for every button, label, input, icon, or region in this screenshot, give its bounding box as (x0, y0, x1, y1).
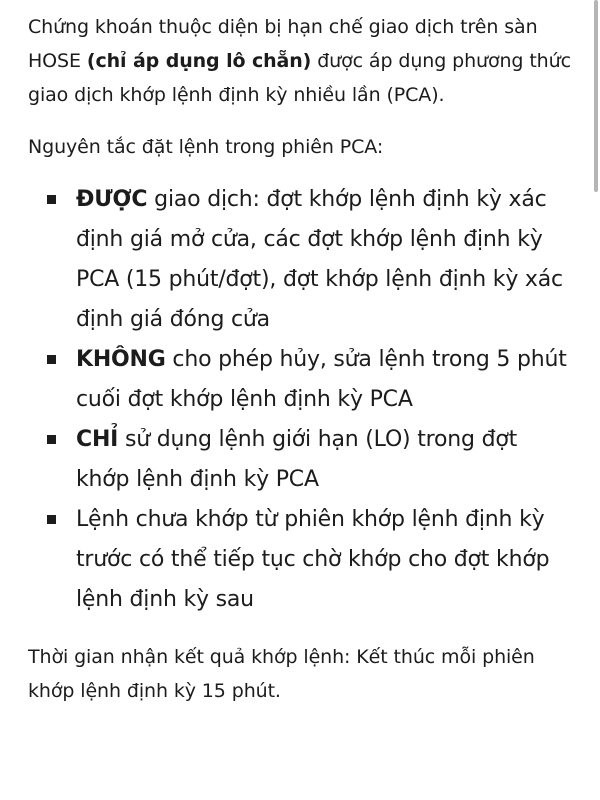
intro-text-bold: (chỉ áp dụng lô chẵn) (86, 50, 312, 72)
bullet-square-icon (47, 435, 56, 444)
bullet-square-icon (47, 515, 56, 524)
bullet-square-icon (47, 195, 56, 204)
list-item-text: sử dụng lệnh giới hạn (LO) trong đợt khớp lệnh định kỳ PCA (76, 427, 518, 492)
list-item-bold: CHỈ (76, 427, 119, 452)
list-item (28, 340, 576, 420)
list-item (28, 180, 576, 340)
intro-text-part2: được áp dụng phương thức giao dịch khớp lệnh định kỳ nhiều lần (PCA). (28, 50, 571, 106)
list-item (28, 500, 576, 620)
list-item (28, 420, 576, 500)
list-item-text: cho phép hủy, sửa lệnh trong 5 phút cuối đợt khớp lệnh định kỳ PCA (76, 347, 567, 412)
list-item-text: Lệnh chưa khớp từ phiên khớp lệnh định kỳ trước có thể tiếp tục chờ khớp cho đợt khớp lệnh định kỳ sau (76, 507, 550, 612)
list-item-text: giao dịch: đợt khớp lệnh định kỳ xác định giá mở cửa, các đợt khớp lệnh định kỳ PCA (15 phút/đợt), đợt khớp lệnh định kỳ xác định giá đóng cửa (76, 187, 563, 332)
list-item-bold: ĐƯỢC (76, 187, 148, 212)
intro-paragraph (28, 10, 576, 112)
rules-list (28, 180, 576, 620)
list-item-bold: KHÔNG (76, 347, 166, 372)
result-note: Thời gian nhận kết quả khớp lệnh: Kết thúc mỗi phiên khớp lệnh định kỳ 15 phút. (28, 646, 535, 702)
article-content (28, 10, 576, 708)
rules-heading: Nguyên tắc đặt lệnh trong phiên PCA: (28, 136, 384, 158)
bullet-square-icon (47, 355, 56, 364)
intro-text-part1: Chứng khoán thuộc diện bị hạn chế giao dịch trên sàn HOSE (28, 16, 538, 72)
scrollbar[interactable] (594, 0, 598, 192)
